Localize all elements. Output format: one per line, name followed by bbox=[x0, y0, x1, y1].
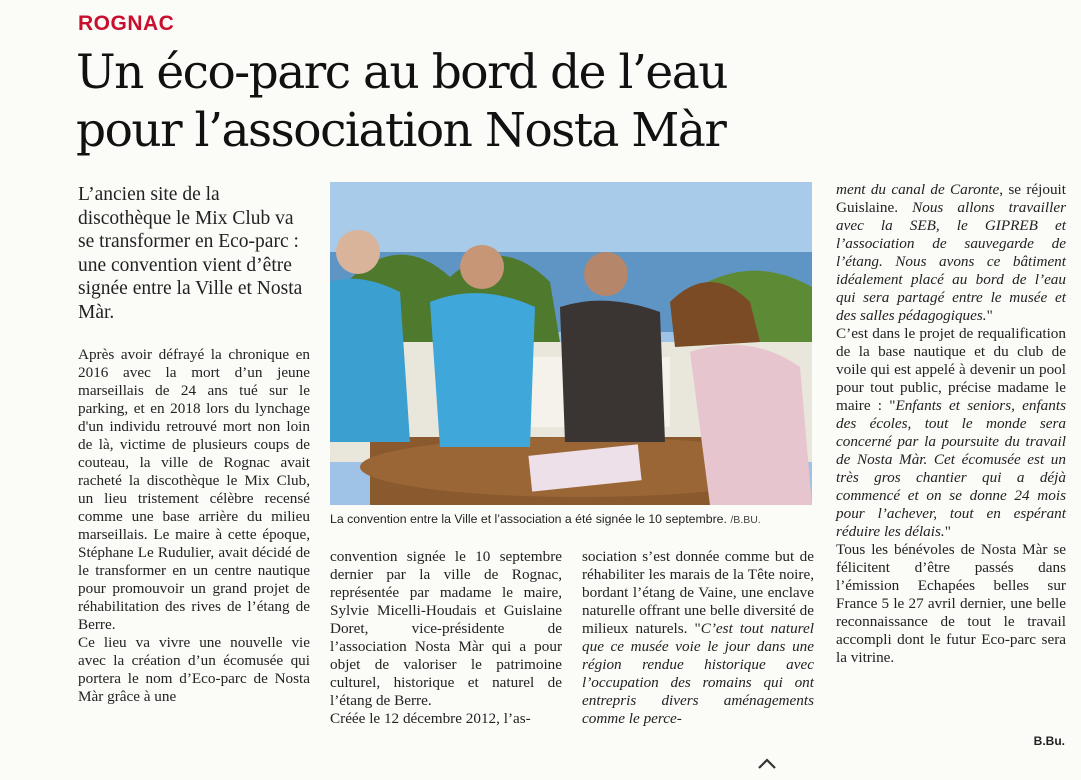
author-byline: B.Bu. bbox=[1033, 734, 1065, 748]
col1-paragraph-1: Après avoir défrayé la chronique en 2016 avec la mort d’un jeune marseillais de 24 ans tué sur le parking, et en 2018 lors du lynchage d'un individu retrouvé mort non loin de là, victime de plusieurs coups de couteau, la ville de Rognac avait racheté la discothèque le Mix Club, un lieu tristement célèbre recensé comme une base arrière du milieu marseillais. Le maire à cette époque, Stéphane Le Rudulier, avait décidé de le transformer en un centre nautique pour promouvoir un grand projet de réhabilitation des rives de l’étang de Berre. bbox=[78, 346, 310, 633]
col4-paragraph-1 bbox=[836, 181, 1066, 325]
lede: L’ancien site de la discothèque le Mix Club va se transformer en Eco-parc : une convention vient d’être signée entre la Ville et Nosta Màr. bbox=[78, 184, 303, 323]
col4-paragraph-2 bbox=[836, 325, 1066, 541]
photo-credit: /B.BU. bbox=[730, 514, 761, 526]
column-1 bbox=[78, 346, 310, 706]
col4-quote: Nous allons travailler avec la SEB, le GIPREB et l’association de sauvegarde de l’étang. Nous avons ce bâtiment idéalement placé au bord de l’eau qui sera partagé entre le musée et des salles pédagogiques. bbox=[836, 199, 1066, 324]
col4-quote-end: " bbox=[986, 307, 993, 324]
col3-text: sociation s’est donnée comme but de réhabiliter les marais de la Tête noire, bordant l’étang de Vaine, une enclave naturelle offrant une belle diversité de milieux naturels. " bbox=[582, 548, 814, 637]
col2-paragraph-1: convention signée le 10 septembre dernier par la ville de Rognac, représentée par madame le maire, Sylvie Micelli-Houdais et Guislaine Doret, vice-présidente de l’association Nosta Màr qui a pour objet de valoriser le patrimoine culturel, historique et naturel de l’étang de Berre. bbox=[330, 548, 562, 709]
column-4 bbox=[836, 181, 1066, 667]
photo-illustration bbox=[330, 182, 812, 505]
chevron-up-icon[interactable] bbox=[757, 757, 777, 771]
kicker-rognac: ROGNAC bbox=[78, 12, 175, 35]
col1-paragraph-2: Ce lieu va vivre une nouvelle vie avec la création d’un écomusée qui portera le nom d’Eco-parc de Nosta Màr grâce à une bbox=[78, 634, 310, 705]
col4-text: C’est dans le projet de requalification de la base nautique et du club de voile qui est appelé à devenir un pool pour tout public, précise madame le maire : " bbox=[836, 325, 1066, 414]
col4-attribution: , se réjouit Guislaine. bbox=[836, 181, 1066, 216]
col3-quote: C’est tout naturel que ce musée voie le jour dans une région rendue historique avec l’occupation des romains qui ont entrepris divers aménagements comme le perce- bbox=[582, 620, 814, 727]
caption-text: La convention entre la Ville et l’association a été signée le 10 septembre. bbox=[330, 512, 727, 526]
photo-caption bbox=[330, 512, 820, 526]
headline: Un éco-parc au bord de l’eau pour l’association Nosta Màr bbox=[76, 45, 727, 158]
col4-quote-start: ment du canal de Caronte bbox=[836, 181, 1000, 198]
col4-quote-2: Enfants et seniors, enfants des écoles, tout le monde sera concerné par la poursuite du travail de Nosta Màr. Cet écomusée est un très gros chantier qui a déjà commencé et on se donne 24 mois pour l’achever, tout en espérant réduire les délais. bbox=[836, 397, 1067, 540]
article-photo bbox=[330, 182, 812, 505]
col2-paragraph-2: Créée le 12 décembre 2012, l’as- bbox=[330, 710, 531, 727]
column-3 bbox=[582, 548, 814, 728]
col3-paragraph-1 bbox=[582, 548, 814, 728]
column-2 bbox=[330, 548, 562, 728]
col4-quote-2-end: " bbox=[944, 523, 951, 540]
col4-paragraph-3: Tous les bénévoles de Nosta Màr se félicitent d’être passés dans l’émission Echapées belles sur France 5 le 27 avril dernier, une belle reconnaissance de tout le travail accompli dont le futur Eco-parc sera la vitrine. bbox=[836, 541, 1066, 666]
